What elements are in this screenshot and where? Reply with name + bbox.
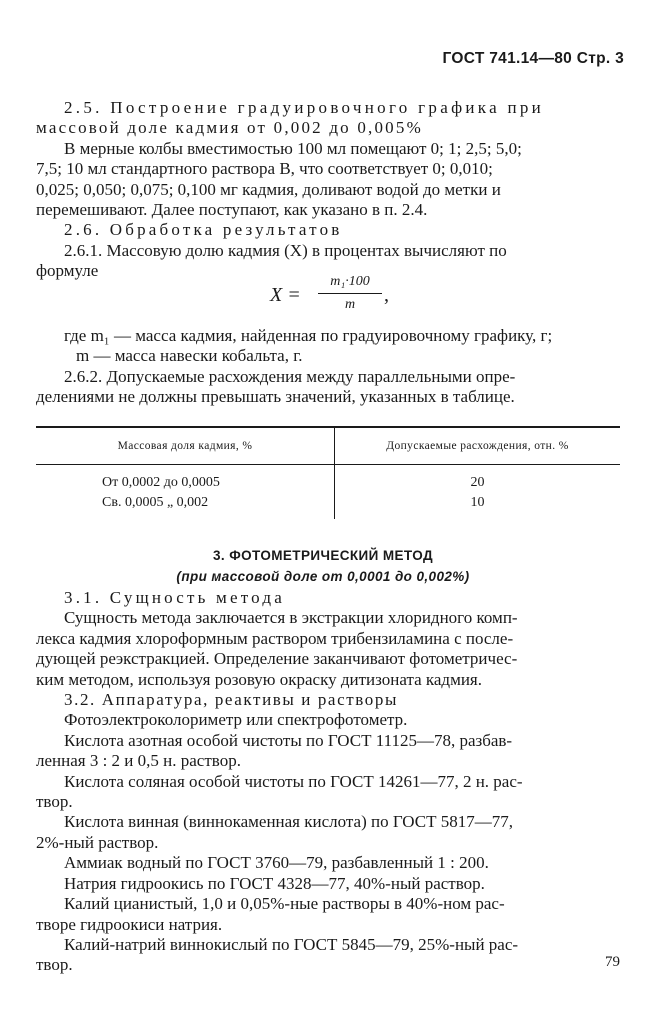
- section-3-body: [36, 588, 618, 976]
- table-row: [36, 493, 620, 513]
- section-3-2-line-6: Кислота винная (виннокаменная кислота) по ГОСТ 5817—77,: [64, 812, 513, 832]
- section-3-2-line-5: твор.: [36, 792, 73, 812]
- table-row: [36, 473, 620, 493]
- tolerance-table: [36, 426, 620, 519]
- section-3-subheading: (при массовой доле от 0,0001 до 0,002%): [176, 569, 470, 584]
- formula-comma: ,: [384, 284, 389, 306]
- section-2-5-line-1: В мерные колбы вместимостью 100 мл помещают 0; 1; 2,5; 5,0;: [64, 138, 522, 158]
- section-3-2-line-13: твор.: [36, 955, 73, 975]
- where-line-2: m — масса навески кобальта, г.: [76, 346, 303, 366]
- section-2-6-continued: [36, 326, 618, 408]
- table-spacer: [36, 513, 335, 519]
- section-3-2-line-10: Калий цианистый, 1,0 и 0,05%-ные растворы в 40%-ном рас-: [64, 894, 505, 914]
- section-3-2-line-8: Аммиак водный по ГОСТ 3760—79, разбавленный 1 : 200.: [64, 853, 489, 873]
- section-3-2-line-7: 2%-ный раствор.: [36, 832, 159, 852]
- table-header-tolerance: Допускаемые расхождения, отн. %: [335, 427, 621, 465]
- section-2-5-line-4: перемешивают. Далее поступают, как указано в п. 2.4.: [36, 200, 428, 220]
- table-cell-value: 20: [335, 473, 621, 493]
- table-spacer: [335, 465, 621, 474]
- section-3-2-line-1: Фотоэлектроколориметр или спектрофотометр.: [64, 710, 408, 730]
- table-spacer: [335, 513, 621, 519]
- section-3-2-line-4: Кислота соляная особой чистоты по ГОСТ 14261—77, 2 н. рас-: [64, 771, 523, 791]
- section-2-5-title-line-2: массовой доле кадмия от 0,002 до 0,005%: [36, 118, 423, 138]
- table-header-row: [36, 427, 620, 465]
- section-3-2-line-9: Натрия гидроокись по ГОСТ 4328—77, 40%-ный раствор.: [64, 873, 485, 893]
- formula-numerator: m₁·100: [330, 274, 370, 289]
- page-number: 79: [605, 954, 620, 970]
- section-3-heading: 3. ФОТОМЕТРИЧЕСКИЙ МЕТОД: [213, 548, 433, 563]
- formula-denominator: m: [344, 297, 356, 312]
- section-3-2-line-12: Калий-натрий виннокислый по ГОСТ 5845—79, 25%-ный рас-: [64, 934, 519, 954]
- section-2-6-title: 2.6. Обработка результатов: [64, 220, 343, 240]
- section-2-5: [36, 98, 618, 282]
- section-2-5-line-2: 7,5; 10 мл стандартного раствора В, что соответствует 0; 0,010;: [36, 159, 493, 179]
- section-3-1-line-4: ким методом, используя розовую окраску дитизоната кадмия.: [36, 669, 483, 689]
- section-3-1-title: 3.1. Сущность метода: [64, 588, 285, 607]
- fraction-bar: [318, 293, 382, 294]
- where-line-1: где m₁ — масса кадмия, найденная по градуировочному графику, г;: [64, 326, 553, 345]
- table-header-mass-fraction: Массовая доля кадмия, %: [36, 427, 335, 465]
- page-header: ГОСТ 741.14—80 Стр. 3: [442, 50, 624, 67]
- section-2-5-title-line-1: 2.5. Построение градуировочного графика при: [64, 98, 545, 117]
- section-2-6-2-line-2: делениями не должны превышать значений, указанных в таблице.: [36, 387, 515, 407]
- section-3-1-line-1: Сущность метода заключается в экстракции хлоридного комп-: [64, 608, 518, 628]
- section-3-1-line-3: дующей реэкстракцией. Определение заканчивают фотометричес-: [36, 649, 518, 669]
- table-spacer: [36, 465, 335, 474]
- section-3-2-line-11: творе гидроокиси натрия.: [36, 914, 223, 934]
- section-2-6-2-line-1: 2.6.2. Допускаемые расхождения между параллельными опре-: [64, 366, 516, 386]
- section-3-2-line-2: Кислота азотная особой чистоты по ГОСТ 11125—78, разбав-: [64, 730, 513, 750]
- section-3-2-line-3: ленная 3 : 2 и 0,5 н. раствор.: [36, 751, 241, 771]
- formula-lhs: X =: [270, 284, 301, 306]
- section-2-6-1-line-2: формуле: [36, 261, 99, 281]
- table-cell-range: Св. 0,0005 „ 0,002: [102, 495, 209, 510]
- table-cell-value: 10: [335, 493, 621, 513]
- table-cell-range: От 0,0002 до 0,0005: [102, 475, 220, 490]
- section-2-6-1-line-1: 2.6.1. Массовую долю кадмия (X) в процентах вычисляют по: [64, 240, 507, 260]
- section-3-2-title: 3.2. Аппаратура, реактивы и растворы: [64, 690, 398, 710]
- section-2-5-line-3: 0,025; 0,050; 0,075; 0,100 мг кадмия, доливают водой до метки и: [36, 179, 501, 199]
- formula-fraction: [318, 274, 382, 313]
- section-3-1-line-2: лекса кадмия хлороформным раствором трибензиламина с после-: [36, 628, 514, 648]
